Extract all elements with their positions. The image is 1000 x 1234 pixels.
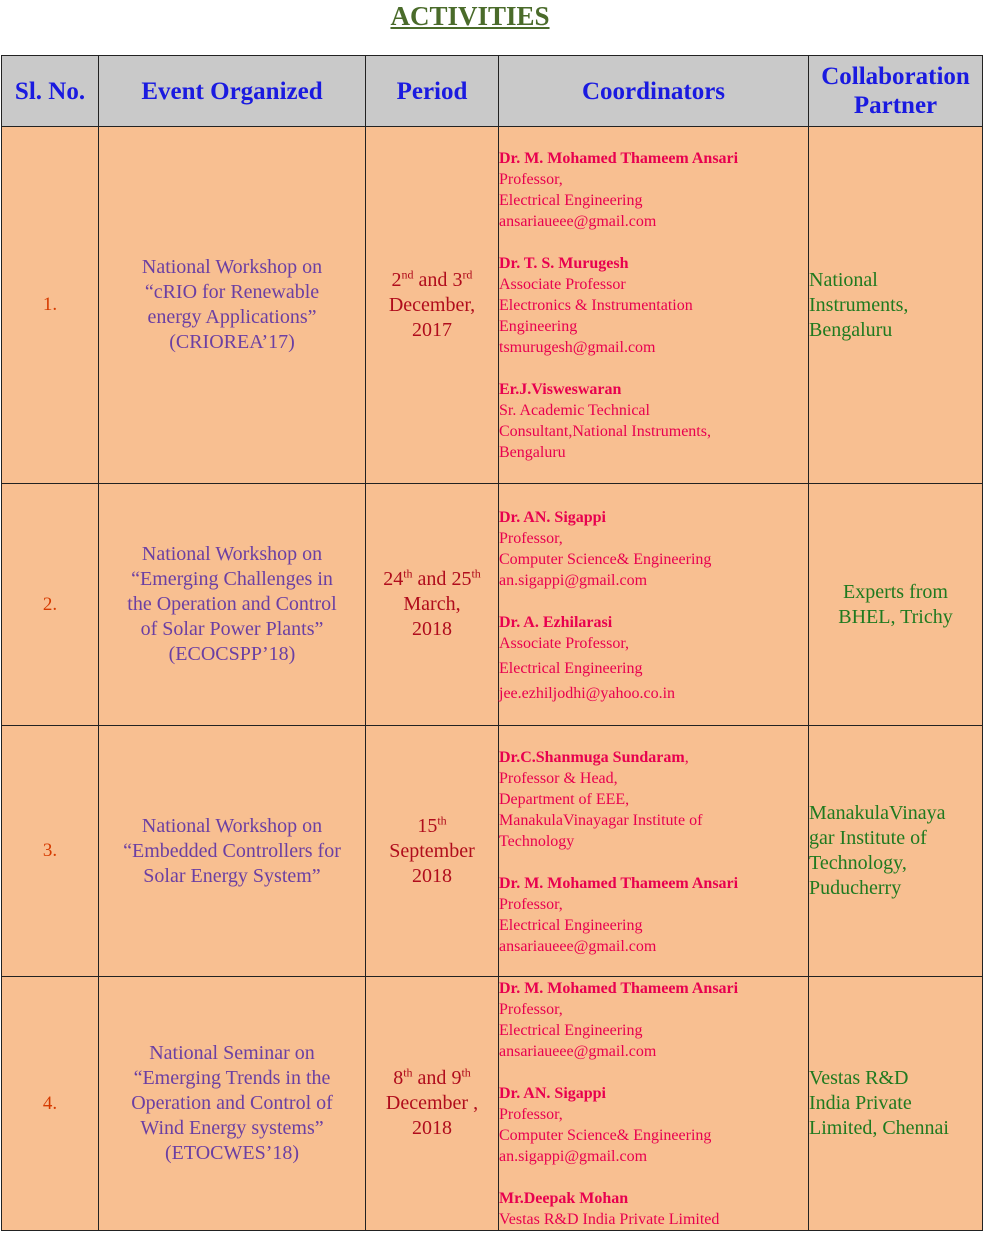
period-dates: [366, 567, 498, 592]
period-year: 2017: [412, 318, 452, 341]
period-month: March,: [403, 593, 461, 615]
event-line: (ECOCSPP’18): [168, 643, 296, 665]
header-sl-no: Sl. No.: [2, 56, 99, 127]
table-row: [2, 726, 983, 977]
table-row: [2, 484, 983, 726]
period-dates: [366, 814, 498, 839]
coordinator-line: Electrical Engineering: [499, 1022, 643, 1039]
coordinator-line: Computer Science& Engineering: [499, 1127, 712, 1144]
period-and: and: [412, 568, 452, 590]
sl-no-cell: 1.: [2, 127, 99, 484]
coordinator-name-suffix: ,: [684, 748, 689, 766]
coordinator-line: Professor,: [499, 1106, 563, 1123]
coordinator-line: Department of EEE,: [499, 790, 630, 808]
coordinator-email: an.sigappi@gmail.com: [499, 1148, 648, 1165]
coordinator-line: Electronics & Instrumentation: [499, 297, 693, 314]
coordinator-line: Professor,: [499, 529, 563, 547]
header-partner-line: Collaboration: [821, 63, 970, 90]
partner-line: ManakulaVinaya: [809, 802, 946, 824]
event-line: National Workshop on: [141, 543, 323, 565]
coordinator-line: Consultant,National Instruments,: [499, 423, 711, 440]
event-line: Solar Energy System”: [143, 864, 321, 887]
event-line: “Emerging Trends in the: [133, 1067, 331, 1089]
period-day: 2: [391, 268, 402, 291]
coordinator-line: Technology: [499, 832, 575, 850]
table-header-row: [2, 56, 983, 127]
header-collaboration-partner: [809, 56, 983, 127]
period-cell: [366, 977, 499, 1231]
period-month: December,: [388, 293, 476, 316]
event-line: energy Applications”: [147, 306, 317, 328]
period-suffix: th: [471, 566, 481, 581]
partner-line: Vestas R&D: [809, 1067, 909, 1089]
coordinator: [499, 1083, 808, 1167]
event-line: of Solar Power Plants”: [140, 618, 324, 640]
coordinators-cell: [499, 977, 809, 1231]
partner-cell: [809, 127, 983, 484]
coordinator: [499, 873, 808, 957]
period-cell: [366, 484, 499, 726]
coordinator-line: Engineering: [499, 318, 578, 335]
partner-line: Experts from: [843, 580, 948, 603]
coordinator-line: Electrical Engineering: [499, 659, 643, 677]
coordinator-name: Dr. A. Ezhilarasi: [499, 613, 613, 631]
coordinator: [499, 507, 808, 591]
period-month: December ,: [385, 1092, 479, 1114]
event-line: National Workshop on: [141, 256, 323, 278]
table-row: [2, 977, 983, 1231]
sl-no-cell: 3.: [2, 726, 99, 977]
partner-line: Puducherry: [809, 877, 902, 899]
event-line: “Emerging Challenges in: [131, 568, 333, 590]
coordinators-cell: [499, 484, 809, 726]
coordinator: [499, 747, 808, 852]
coordinator-name: Dr. M. Mohamed Thameem Ansari: [499, 874, 739, 892]
coordinator-line: Electrical Engineering: [499, 916, 643, 934]
coordinator-line: Professor,: [499, 1001, 563, 1018]
coordinator-name: Er.J.Visweswaran: [499, 381, 622, 398]
table-row: [2, 127, 983, 484]
coordinator-name: Dr. M. Mohamed Thameem Ansari: [499, 980, 739, 997]
period-suffix: th: [403, 566, 413, 581]
coordinator-email: tsmurugesh@gmail.com: [499, 339, 656, 356]
period-day: 15: [417, 814, 438, 837]
event-cell: [99, 127, 366, 484]
coordinator-line: Professor & Head,: [499, 769, 618, 787]
partner-line: Limited, Chennai: [809, 1117, 949, 1139]
coordinator: [499, 612, 808, 704]
coordinator-name: Dr. T. S. Murugesh: [499, 255, 629, 272]
coordinator-line: Bengaluru: [499, 444, 566, 461]
event-line: Operation and Control of: [131, 1092, 333, 1114]
coordinator-name: Dr. M. Mohamed Thameem Ansari: [499, 150, 739, 167]
partner-line: Bengaluru: [809, 318, 893, 341]
coordinator: [499, 379, 808, 463]
coordinator-name: Dr. AN. Sigappi: [499, 1085, 606, 1102]
event-line: National Seminar on: [149, 1042, 315, 1064]
coordinator-line: ManakulaVinayagar Institute of: [499, 811, 703, 829]
period-dates: [366, 268, 498, 293]
coordinator-email: ansariaueee@gmail.com: [499, 1043, 657, 1060]
event-line: “cRIO for Renewable: [144, 281, 320, 303]
event-line: the Operation and Control: [127, 593, 337, 615]
coordinator-email: ansariaueee@gmail.com: [499, 213, 657, 230]
coordinator-email: ansariaueee@gmail.com: [499, 937, 657, 955]
sl-no-cell: 4.: [2, 977, 99, 1231]
period-cell: [366, 726, 499, 977]
page-title: ACTIVITIES: [390, 1, 550, 31]
period-day: 3: [452, 268, 463, 291]
partner-line: Instruments,: [809, 293, 909, 316]
period-and: and: [412, 1067, 452, 1089]
period-suffix: rd: [462, 266, 473, 281]
event-line: Wind Energy systems”: [140, 1117, 324, 1139]
period-month: September: [389, 839, 475, 862]
coordinator-line: Professor,: [499, 171, 563, 188]
coordinator-name: Dr.C.Shanmuga Sundaram: [499, 748, 685, 766]
coordinator-line: Associate Professor: [499, 276, 626, 293]
partner-line: gar Institute of: [809, 827, 927, 849]
sl-no-cell: 2.: [2, 484, 99, 726]
period-day: 9: [451, 1067, 462, 1089]
coordinator-name: Dr. AN. Sigappi: [499, 508, 606, 526]
coordinator-name: Mr.Deepak Mohan: [499, 1190, 629, 1207]
coordinator: [499, 253, 808, 358]
event-line: (ETOCWES’18): [164, 1142, 300, 1164]
header-period: Period: [366, 56, 499, 127]
header-coordinators: Coordinators: [499, 56, 809, 127]
event-line: (CRIOREA’17): [169, 331, 295, 353]
activities-table: [1, 55, 983, 1231]
coordinator-line: Vestas R&D India Private Limited: [499, 1211, 720, 1228]
partner-line: Technology,: [809, 852, 907, 874]
event-cell: [99, 726, 366, 977]
partner-cell: [809, 726, 983, 977]
period-year: 2018: [412, 618, 452, 640]
period-year: 2018: [412, 1117, 452, 1139]
period-day: 24: [383, 568, 404, 590]
period-year: 2018: [412, 864, 452, 887]
coordinator-name-line: [499, 747, 808, 768]
partner-cell: [809, 484, 983, 726]
coordinator-line: Associate Professor,: [499, 634, 629, 652]
event-cell: [99, 977, 366, 1231]
coordinator: [499, 978, 808, 1062]
coordinator: [499, 148, 808, 232]
header-event-organized: Event Organized: [99, 56, 366, 127]
coordinator-line: Computer Science& Engineering: [499, 550, 712, 568]
event-cell: [99, 484, 366, 726]
period-day: 25: [451, 568, 472, 590]
event-line: National Workshop on: [141, 814, 323, 837]
period-suffix: th: [403, 1065, 413, 1080]
period-suffix: th: [461, 1065, 471, 1080]
period-day: 8: [393, 1067, 404, 1089]
coordinator-email: an.sigappi@gmail.com: [499, 571, 648, 589]
coordinator: [499, 1188, 808, 1230]
coordinators-cell: [499, 127, 809, 484]
coordinators-cell: [499, 726, 809, 977]
coordinator-line: Professor,: [499, 895, 563, 913]
header-partner-line: Partner: [853, 92, 938, 119]
coordinator-line: Electrical Engineering: [499, 192, 643, 209]
partner-cell: [809, 977, 983, 1231]
partner-line: India Private: [809, 1092, 912, 1114]
partner-line: BHEL, Trichy: [838, 605, 953, 628]
event-line: “Embedded Controllers for: [123, 839, 341, 862]
period-and: and: [413, 268, 453, 291]
period-dates: [366, 1066, 498, 1091]
period-cell: [366, 127, 499, 484]
period-suffix: th: [437, 812, 447, 827]
coordinator-line: Sr. Academic Technical: [499, 402, 650, 419]
period-suffix: nd: [401, 266, 414, 281]
partner-line: National: [809, 268, 878, 291]
coordinator-email: jee.ezhiljodhi@yahoo.co.in: [499, 684, 676, 702]
